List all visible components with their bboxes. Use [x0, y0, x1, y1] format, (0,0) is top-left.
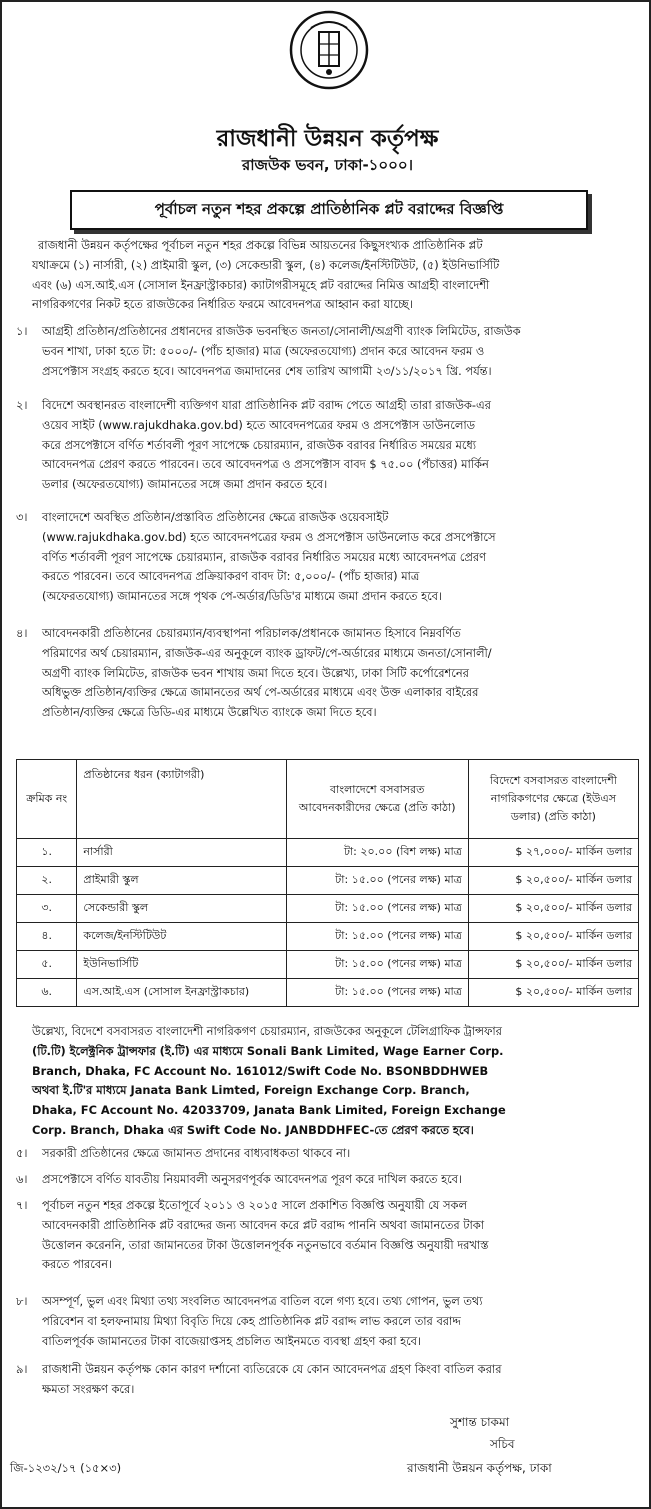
- clause-line: বাংলাদেশে অবস্থিত প্রতিষ্ঠান/প্রস্তাবিত প্রতিষ্ঠানের ক্ষেত্রে রাজউক ওয়েবসাইট: [42, 510, 389, 524]
- org-name: রাজধানী উন্নয়ন কর্তৃপক্ষ: [216, 126, 439, 152]
- row-serial: ৬.: [17, 979, 77, 1007]
- clause-line: অসম্পূর্ণ, ভুল এবং মিথ্যা তথ্য সংবলিত আবেদনপত্র বাতিল বলে গণ্য হবে। তথ্য গোপন, ভুল তথ্য: [42, 1294, 483, 1308]
- clause-line: সরকারী প্রতিষ্ঠানের ক্ষেত্রে জামানত প্রদানের বাধ্যবাধকতা থাকবে না।: [42, 1146, 351, 1160]
- clause-6: [42, 1170, 638, 1190]
- clause-line: আবেদনকারী প্রাতিষ্ঠানিক প্লট বরাদ্দের জন্য আবেদন করে প্লট বরাদ্দ পাননি অথবা জামানতের টাকা: [42, 1217, 485, 1232]
- header-foreign: বিদেশে বসবাসরত বাংলাদেশী নাগরিকগণের ক্ষেত্রে (ইউএস ডলার) (প্রতি কাঠা): [468, 760, 638, 839]
- remittance-line: Corp. Branch, Dhaka এর Swift Code No. JANBDDHFEC-তে প্রেরণ করতে হবে।: [32, 1122, 474, 1137]
- remittance-note: [32, 1022, 638, 1141]
- row-serial: ৪.: [17, 923, 77, 951]
- row-category: সেকেন্ডারী স্কুল: [77, 895, 286, 923]
- row-foreign-fee: $ ২০,৫০০/- মার্কিন ডলার: [468, 951, 638, 979]
- signatory-designation: সচিব: [490, 1437, 515, 1451]
- org-address: রাজউক ভবন, ঢাকা-১০০০।: [241, 156, 414, 174]
- remittance-line: উল্লেখ্য, বিদেশে বসবাসরত বাংলাদেশী নাগরিকগণ চেয়ারম্যান, রাজউকের অনুকূলে টেলিগ্রাফিক ট্রান্সফার: [32, 1024, 502, 1038]
- table-row: [17, 867, 639, 895]
- row-foreign-fee: $ ২৭,০০০/- মার্কিন ডলার: [468, 839, 638, 867]
- clause-line: আবেদনপত্র প্রেরণ করতে পারবেন। তবে আবেদনপত্র ও প্রসপেক্টাস বাবদ $ ৭৫.০০ (পঁচাত্তর) মার্কিন: [42, 457, 489, 472]
- row-category: নার্সারী: [77, 839, 286, 867]
- clause-number: ১।: [16, 324, 28, 338]
- remittance-line: (টি.টি) ইলেক্ট্রনিক ট্রান্সফার (ই.টি) এর মাধ্যমে Sonali Bank Limited, Wage Earner Corp.: [32, 1043, 504, 1058]
- clause-number: ৬।: [16, 1172, 28, 1186]
- clause-line: বিদেশে অবস্থানরত বাংলাদেশী ব্যক্তিগণ যারা প্রাতিষ্ঠানিক প্লট বরাদ্দ পেতে আগ্রহী তারা রাজউক-এর: [42, 398, 491, 412]
- intro-line: রাজধানী উন্নয়ন কর্তৃপক্ষের পূর্বাচল নতুন শহর প্রকল্পে বিভিন্ন আয়তনের কিছুসংখ্যক প্রাতিষ্ঠানিক প্লট: [38, 238, 483, 252]
- clause-line: রাজধানী উন্নয়ন কর্তৃপক্ষ কোন কারণ দর্শানো ব্যতিরেকে যে কোন আবেদনপত্র গ্রহণ কিংবা বাতিল করার: [42, 1362, 502, 1376]
- clause-number: ৮।: [16, 1294, 28, 1308]
- intro-line: নাগরিকগণের নিকট হতে রাজউকের নির্ধারিত ফরমে আবেদনপত্র আহ্বান করা যাচ্ছে।: [32, 297, 413, 312]
- row-foreign-fee: $ ২০,৫০০/- মার্কিন ডলার: [468, 979, 638, 1007]
- intro-line: এবং (৬) এস.আই.এস (সোসাল ইনফ্রাস্ট্রাকচার) ক্যাটাগরীসমূহে প্লট বরাদ্দের নিমিত্ত আগ্রহী বাংলাদেশী: [32, 277, 490, 292]
- clause-line: বাতিলপূর্বক জামানতের টাকা বাজেয়াপ্তসহ প্রচলিত আইনমতে ব্যবস্থা গ্রহণ করা হবে।: [42, 1333, 422, 1348]
- row-local-fee: টা: ১৫.০০ (পনের লক্ষ) মাত্র: [286, 979, 468, 1007]
- row-local-fee: টা: ১৫.০০ (পনের লক্ষ) মাত্র: [286, 867, 468, 895]
- clause-line: (www.rajukdhaka.gov.bd) হতে আবেদনপত্রের ফরম ও প্রসপেক্টাস ডাউনলোড করে প্রসপেক্টাসে: [42, 529, 496, 544]
- rajuk-logo: [289, 10, 369, 90]
- clause-line: প্রতিষ্ঠান/ব্যক্তির ক্ষেত্রে ডিডি-এর মাধ্যমে উল্লেখিত ব্যাংকে জমা দিতে হবে।: [42, 705, 377, 720]
- table-row: [17, 895, 639, 923]
- clause-number: ৪।: [16, 626, 28, 640]
- clause-7: [42, 1196, 638, 1275]
- row-category: ইউনিভার্সিটি: [77, 951, 286, 979]
- row-foreign-fee: $ ২০,৫০০/- মার্কিন ডলার: [468, 923, 638, 951]
- clause-number: ৭।: [16, 1198, 28, 1212]
- remittance-line: অথবা ই.টি'র মাধ্যমে Janata Bank Limted, Foreign Exchange Corp. Branch,: [32, 1083, 470, 1098]
- clause-line: পরিমাণের অর্থ চেয়ারম্যান, রাজউক-এর অনুকূলে ব্যাংক ড্রাফট/পে-অর্ডারের মাধ্যমে জনতা/সোনালী/: [42, 645, 492, 660]
- table-row: [17, 923, 639, 951]
- row-serial: ৩.: [17, 895, 77, 923]
- clause-1: [42, 322, 638, 381]
- row-category: এস.আই.এস (সোসাল ইনফ্রাস্ট্রাকচার): [77, 979, 286, 1007]
- clause-number: ৯।: [16, 1362, 28, 1376]
- clause-line: ভবন শাখা, ঢাকা হতে টা: ৫০০০/- (পাঁচ হাজার) মাত্র (অফেরতযোগ্য) প্রদান করে আবেদন ফরম ও: [42, 343, 485, 358]
- clause-line: অধিভুক্ত প্রতিষ্ঠান/ব্যক্তির ক্ষেত্রে জামানতের অর্থ পে-অর্ডারের মাধ্যমে এবং উক্ত এলাকার বাইরের: [42, 685, 479, 700]
- row-serial: ৫.: [17, 951, 77, 979]
- clause-line: ডলার (অফেরতযোগ্য) জামানতের সঙ্গে জমা প্রদান করতে হবে।: [42, 477, 328, 492]
- notice-title: পূর্বাচল নতুন শহর প্রকল্পে প্রাতিষ্ঠানিক প্লট বরাদ্দের বিজ্ঞপ্তি: [70, 190, 588, 230]
- clause-line: করে প্রসপেক্টাসে বর্ণিত শর্তাবলী পূরণ সাপেক্ষে চেয়ারম্যান, রাজউক বরাবর নির্ধারিত সময়ের মধ্যে: [42, 437, 477, 452]
- clause-8: [42, 1292, 638, 1351]
- row-foreign-fee: $ ২০,৫০০/- মার্কিন ডলার: [468, 895, 638, 923]
- clause-line: অগ্রণী ব্যাংক লিমিটেড, রাজউক ভবন শাখায় জমা দিতে হবে। উল্লেখ্য, ঢাকা সিটি কর্পোরেশনের: [42, 665, 469, 680]
- intro-line: যথাক্রমে (১) নার্সারী, (২) প্রাইমারী স্কুল, (৩) সেকেন্ডারী স্কুল, (৪) কলেজ/ইনস্টিটিউট, (৫) ইউনিভার্সিটি: [32, 257, 500, 272]
- clause-number: ২।: [16, 398, 28, 412]
- remittance-line: Branch, Dhaka, FC Account No. 161012/Swift Code No. BSONBDDHWEB: [32, 1063, 489, 1078]
- clause-line: করতে পারবেন।: [42, 1257, 113, 1272]
- clause-line: ওয়েব সাইট (www.rajukdhaka.gov.bd) হতে আবেদনপত্রের ফরম ও প্রসপেক্টাস ডাউনলোড: [42, 417, 476, 432]
- row-local-fee: টা: ১৫.০০ (পনের লক্ষ) মাত্র: [286, 951, 468, 979]
- clause-number: ৩।: [16, 510, 28, 524]
- header-serial: ক্রমিক নং: [17, 760, 77, 839]
- row-foreign-fee: $ ২০,৫০০/- মার্কিন ডলার: [468, 867, 638, 895]
- clause-line: উত্তোলন করেননি, তারা জামানতের টাকা উত্তোলনপূর্বক নতুনভাবে বর্তমান বিজ্ঞপ্তি অনুযায়ী দরখাস্ত: [42, 1237, 489, 1252]
- clause-line: আগ্রহী প্রতিষ্ঠান/প্রতিষ্ঠানের প্রধানদের রাজউক ভবনস্থিত জনতা/সোনালী/অগ্রণী ব্যাংক লিমিটেড, রাজউক: [42, 324, 521, 338]
- intro-paragraph: [32, 236, 638, 315]
- header-category: প্রতিষ্ঠানের ধরন (ক্যাটাগরী): [77, 760, 286, 839]
- row-category: প্রাইমারী স্কুল: [77, 867, 286, 895]
- clause-line: প্রসপেক্টাস সংগ্রহ করতে হবে। আবেদনপত্র জমাদানের শেষ তারিখ আগামী ২৩/১১/২০১৭ খ্রি. পর্যন্ত।: [42, 363, 492, 378]
- row-local-fee: টা: ১৫.০০ (পনের লক্ষ) মাত্র: [286, 923, 468, 951]
- clause-line: ক্ষমতা সংরক্ষণ করে।: [42, 1381, 135, 1396]
- clause-line: আবেদনকারী প্রতিষ্ঠানের চেয়ারম্যান/ব্যবস্থাপনা পরিচালক/প্রধানকে জামানত হিসাবে নিম্নবর্ণিত: [42, 626, 461, 640]
- clause-line: প্রসপেক্টাসে বর্ণিত যাবতীয় নিয়মাবলী অনুসরণপূর্বক আবেদনপত্র পূরণ করে দাখিল করতে হবে।: [42, 1172, 463, 1186]
- clause-line: করতে পারবেন। তবে আবেদনপত্র প্রক্রিয়াকরণ বাবদ টা: ৫,০০০/- (পাঁচ হাজার) মাত্র: [42, 569, 420, 584]
- clause-9: [42, 1360, 638, 1400]
- header-local: বাংলাদেশে বসবাসরত আবেদনকারীদের ক্ষেত্রে (প্রতি কাঠা): [286, 760, 468, 839]
- clause-line: পূর্বাচল নতুন শহর প্রকল্পে ইতোপূর্বে ২০১১ ও ২০১৫ সালে প্রকাশিত বিজ্ঞপ্তি অনুযায়ী যে সকল: [42, 1198, 467, 1212]
- signatory-office: রাজধানী উন্নয়ন কর্তৃপক্ষ, ঢাকা: [407, 1461, 552, 1475]
- row-serial: ১.: [17, 839, 77, 867]
- clause-5: [42, 1144, 638, 1164]
- fee-table: [16, 759, 639, 1007]
- row-category: কলেজ/ইনস্টিটিউট: [77, 923, 286, 951]
- table-header-row: [17, 760, 639, 839]
- row-local-fee: টা: ২০.০০ (বিশ লক্ষ) মাত্র: [286, 839, 468, 867]
- clause-4: [42, 624, 638, 723]
- table-row: [17, 839, 639, 867]
- clause-line: বর্ণিত শর্তাবলী পূরণ সাপেক্ষে চেয়ারম্যান, রাজউক বরাবর নির্ধারিত সময়ের মধ্যে আবেদনপত্র প্রেরণ: [42, 549, 487, 564]
- notice-reference: জি-১২৩২/১৭ (১৫×৩): [10, 1461, 122, 1475]
- clause-number: ৫।: [16, 1146, 28, 1160]
- signatory-name: সুশান্ত চাকমা: [450, 1415, 510, 1429]
- table-row: [17, 951, 639, 979]
- clause-line: পরিবেশন বা হলফনামায় মিথ্যা বিবৃতি দিয়ে কেহ প্রাতিষ্ঠানিক প্লট বরাদ্দ লাভ করলে তার বরাদ্দ: [42, 1313, 461, 1328]
- remittance-line: Dhaka, FC Account No. 42033709, Janata Bank Limited, Foreign Exchange: [32, 1103, 506, 1118]
- row-serial: ২.: [17, 867, 77, 895]
- clause-line: (অফেরতযোগ্য) জামানতের সঙ্গে পৃথক পে-অর্ডার/ডিডি'র মাধ্যমে জমা প্রদান করতে হবে।: [42, 589, 443, 604]
- row-local-fee: টা: ১৫.০০ (পনের লক্ষ) মাত্র: [286, 895, 468, 923]
- clause-2: [42, 396, 638, 495]
- table-row: [17, 979, 639, 1007]
- clause-3: [42, 508, 638, 607]
